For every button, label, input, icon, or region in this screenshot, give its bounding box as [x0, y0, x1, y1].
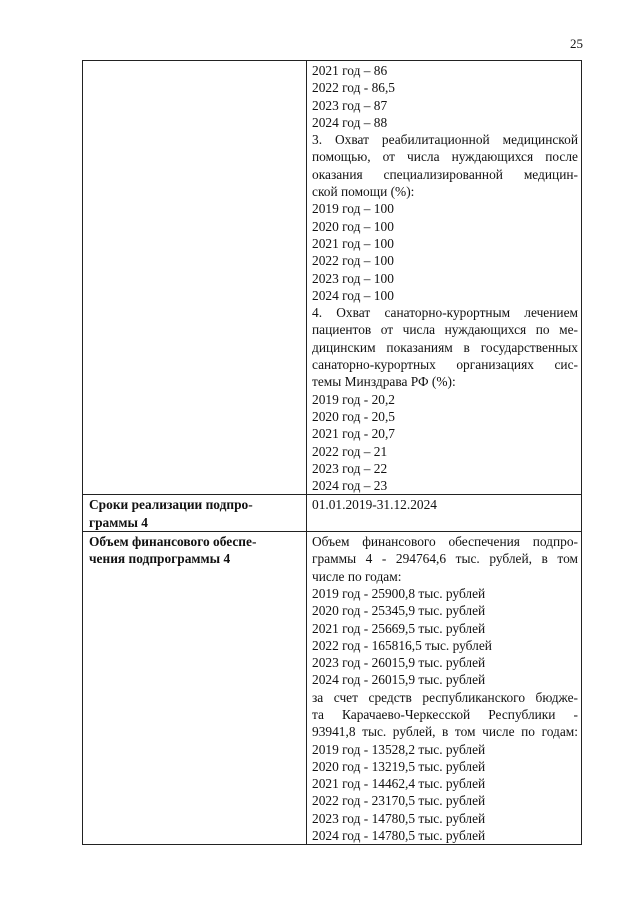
value-text-line: 2024 год – 23: [312, 478, 388, 494]
row-value-cell: [307, 532, 582, 845]
value-text-line: санаторно-курортных организациях сис-: [312, 357, 578, 373]
table-row: [83, 61, 582, 495]
value-text-line: 3. Охват реабилитационной медицинской: [312, 132, 578, 148]
page-number: 25: [570, 36, 583, 51]
value-text-line: 2024 год – 88: [312, 114, 388, 130]
value-text-line: 2023 год – 100: [312, 270, 394, 286]
row-label-line: чения подпрограммы 4: [89, 551, 231, 567]
value-text-line: числе по годам:: [312, 568, 402, 584]
value-text-line: 2019 год - 13528,2 тыс. рублей: [312, 741, 486, 757]
value-text-line: оказания специализированной медицин-: [312, 166, 578, 182]
value-text-line: 2023 год – 87: [312, 97, 388, 113]
value-text-line: 2024 год – 100: [312, 287, 394, 303]
value-text-line: 2021 год - 20,7: [312, 426, 395, 442]
value-text-line: 2020 год – 100: [312, 218, 394, 234]
value-text-line: за счет средств республиканского бюдже-: [312, 689, 578, 705]
value-text-line: 2024 год - 26015,9 тыс. рублей: [312, 672, 486, 688]
row-label-line: Объем финансового обеспе-: [89, 534, 257, 550]
row-value-cell: [307, 495, 582, 532]
subprogram-passport-table: [82, 60, 582, 845]
value-text-line: 2021 год – 86: [312, 63, 388, 78]
value-text-line: 2021 год - 25669,5 тыс. рублей: [312, 620, 486, 636]
value-text-line: 01.01.2019-31.12.2024: [312, 497, 437, 513]
row-label-line: граммы 4: [89, 514, 148, 530]
value-text-line: 2022 год - 165816,5 тыс. рублей: [312, 637, 492, 653]
value-text-line: 2022 год - 86,5: [312, 80, 395, 96]
value-text-line: 2022 год – 100: [312, 253, 394, 269]
value-text-line: 2019 год - 25900,8 тыс. рублей: [312, 585, 486, 601]
value-text-line: темы Минздрава РФ (%):: [312, 374, 456, 390]
value-text-line: 2024 год - 14780,5 тыс. рублей: [312, 828, 486, 844]
value-text-line: 2020 год - 25345,9 тыс. рублей: [312, 603, 486, 619]
value-text-line: 2019 год - 20,2: [312, 391, 395, 407]
value-text-line: Объем финансового обеспечения подпро-: [312, 534, 578, 550]
value-text-line: 2022 год – 21: [312, 443, 388, 459]
value-text-line: 2023 год – 22: [312, 460, 388, 476]
row-label-line: Сроки реализации подпро-: [89, 497, 253, 513]
row-value-cell: [307, 61, 582, 495]
value-text-line: пациентов от числа нуждающихся по ме-: [312, 322, 578, 338]
value-text-line: ской помощи (%):: [312, 184, 415, 200]
value-text-line: 2020 год - 13219,5 тыс. рублей: [312, 758, 486, 774]
value-text-line: 2022 год - 23170,5 тыс. рублей: [312, 793, 486, 809]
table-row: [83, 495, 582, 532]
value-text-line: 2019 год – 100: [312, 201, 394, 217]
value-text-line: та Карачаево-Черкесской Республики -: [312, 706, 578, 722]
value-text-line: дицинским показаниям в государственных: [312, 339, 578, 355]
value-text-line: 2023 год - 26015,9 тыс. рублей: [312, 655, 486, 671]
row-label-cell: [83, 532, 307, 845]
value-text-line: помощью, от числа нуждающихся после: [312, 149, 578, 165]
value-text-line: граммы 4 - 294764,6 тыс. рублей, в том: [312, 551, 578, 567]
table-row: [83, 532, 582, 845]
row-label-cell: [83, 495, 307, 532]
value-text-line: 2021 год - 14462,4 тыс. рублей: [312, 776, 486, 792]
value-text-line: 4. Охват санаторно-курортным лечением: [312, 305, 578, 321]
value-text-line: 2020 год - 20,5: [312, 408, 395, 424]
value-text-line: 2021 год – 100: [312, 235, 394, 251]
row-label-cell: [83, 61, 307, 495]
value-text-line: 2023 год - 14780,5 тыс. рублей: [312, 810, 486, 826]
value-text-line: 93941,8 тыс. рублей, в том числе по годам:: [312, 724, 578, 740]
